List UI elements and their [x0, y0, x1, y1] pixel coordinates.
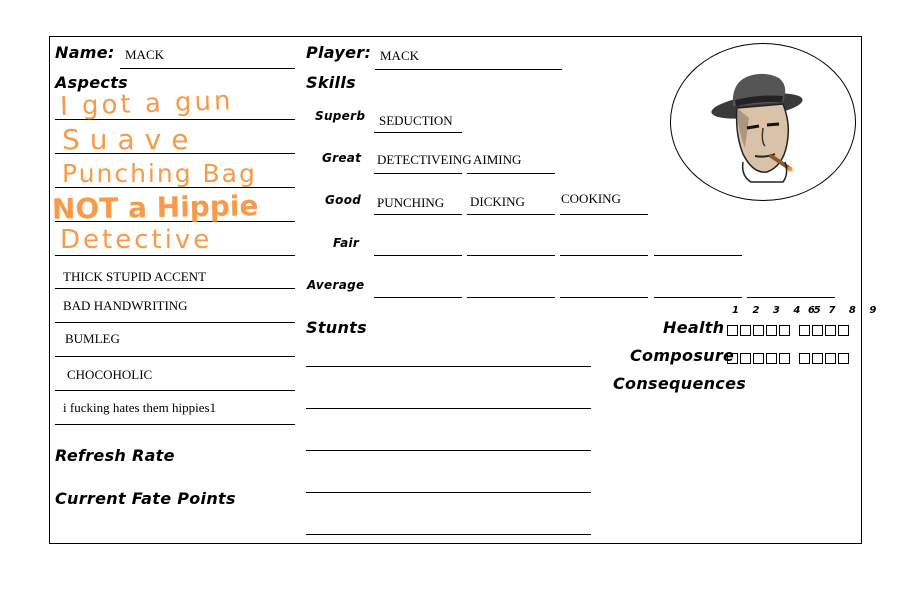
skill-line — [560, 214, 648, 215]
skill-line — [467, 255, 555, 256]
skill-line — [654, 255, 742, 256]
skill-line — [654, 297, 742, 298]
composure-box[interactable] — [727, 353, 738, 364]
skill-great-1[interactable]: DETECTIVEING — [377, 152, 472, 167]
composure-box[interactable] — [825, 353, 836, 364]
stunts-label: Stunts — [306, 318, 367, 337]
skill-line — [374, 132, 462, 133]
health-box[interactable] — [727, 325, 738, 336]
skill-line — [374, 255, 462, 256]
aspect-typed-3[interactable]: BUMLEG — [65, 331, 120, 346]
skill-level-superb: Superb — [315, 109, 366, 123]
stunt-line[interactable] — [306, 534, 591, 535]
aspects-label: Aspects — [55, 73, 128, 92]
skill-level-great: Great — [322, 151, 362, 165]
skill-line — [374, 297, 462, 298]
aspect-handwritten-2[interactable]: Suave — [62, 123, 199, 156]
composure-label: Composure — [630, 346, 735, 365]
skill-line — [467, 297, 555, 298]
skill-good-3[interactable]: COOKING — [561, 191, 621, 206]
skill-line — [467, 214, 555, 215]
player-value[interactable]: MACK — [380, 48, 420, 63]
aspect-typed-1[interactable]: THICK STUPID ACCENT — [63, 269, 207, 284]
aspect-handwritten-3[interactable]: Punching Bag — [62, 159, 257, 188]
aspect-line — [55, 255, 295, 256]
health-track — [727, 320, 851, 339]
aspect-handwritten-4[interactable]: NOT a Hippie — [51, 189, 259, 226]
skill-level-fair: Fair — [333, 236, 360, 250]
name-line — [120, 68, 295, 69]
aspect-handwritten-5[interactable]: Detective — [60, 225, 213, 255]
player-line — [375, 69, 562, 70]
aspect-line — [55, 288, 295, 289]
skills-label: Skills — [306, 73, 356, 92]
composure-box[interactable] — [766, 353, 777, 364]
current-fate-points-label: Current Fate Points — [55, 489, 236, 508]
skill-good-2[interactable]: DICKING — [470, 194, 525, 209]
composure-box[interactable] — [740, 353, 751, 364]
composure-box[interactable] — [779, 353, 790, 364]
aspect-typed-5[interactable]: i fucking hates them hippies1 — [63, 400, 217, 415]
composure-box[interactable] — [838, 353, 849, 364]
skill-line — [467, 173, 555, 174]
consequences-label: Consequences — [613, 374, 747, 393]
composure-box[interactable] — [753, 353, 764, 364]
stunt-line[interactable] — [306, 492, 591, 493]
health-box[interactable] — [825, 325, 836, 336]
health-box[interactable] — [753, 325, 764, 336]
aspect-line — [55, 356, 295, 357]
refresh-rate-label: Refresh Rate — [55, 446, 175, 465]
health-box[interactable] — [838, 325, 849, 336]
aspect-line — [55, 424, 295, 425]
stunt-line[interactable] — [306, 408, 591, 409]
detective-portrait-icon — [671, 44, 856, 201]
health-box[interactable] — [740, 325, 751, 336]
skill-superb-1[interactable]: SEDUCTION — [379, 113, 453, 128]
skill-line — [374, 173, 462, 174]
skill-level-good: Good — [325, 193, 362, 207]
health-box[interactable] — [766, 325, 777, 336]
stunt-line[interactable] — [306, 366, 591, 367]
name-value[interactable]: MACK — [125, 47, 165, 62]
composure-box[interactable] — [812, 353, 823, 364]
track-numbers-left: 1 2 3 4 5 — [732, 305, 826, 316]
aspect-handwritten-1[interactable]: I got a gun — [59, 85, 234, 123]
aspect-line — [55, 322, 295, 323]
health-box[interactable] — [799, 325, 810, 336]
character-sheet — [49, 36, 882, 544]
skill-great-2[interactable]: AIMING — [473, 152, 522, 167]
track-numbers-right: 6 7 8 9 — [808, 305, 882, 316]
skill-line — [560, 297, 648, 298]
health-label: Health — [663, 318, 725, 337]
composure-track — [727, 348, 851, 367]
aspect-typed-2[interactable]: BAD HANDWRITING — [63, 298, 188, 313]
skill-line — [560, 255, 648, 256]
player-label: Player: — [306, 43, 372, 62]
stunt-line[interactable] — [306, 450, 591, 451]
composure-box[interactable] — [799, 353, 810, 364]
skill-level-average: Average — [307, 278, 365, 292]
aspect-typed-4[interactable]: CHOCOHOLIC — [67, 367, 153, 382]
aspect-line — [55, 390, 295, 391]
name-label: Name: — [55, 43, 115, 62]
skill-line — [374, 214, 462, 215]
skill-line — [747, 297, 835, 298]
skill-good-1[interactable]: PUNCHING — [377, 195, 445, 210]
health-box[interactable] — [779, 325, 790, 336]
health-box[interactable] — [812, 325, 823, 336]
portrait-frame — [670, 43, 856, 201]
